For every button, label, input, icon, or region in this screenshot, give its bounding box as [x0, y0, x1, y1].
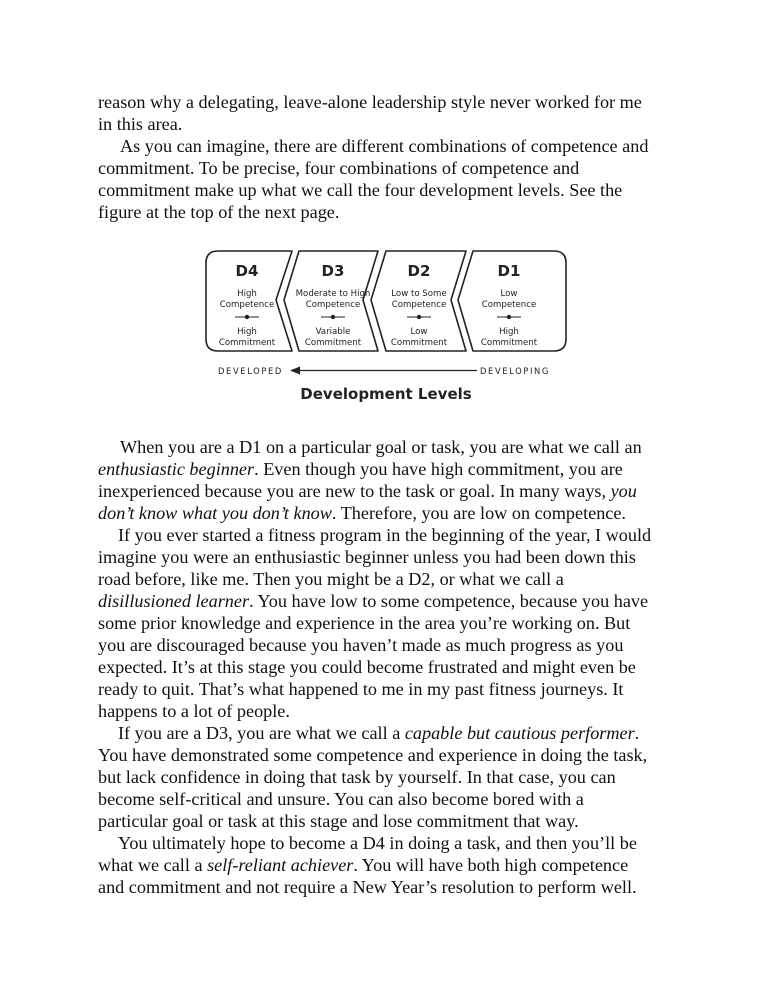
text-line: You have demonstrated some competence and experience in doing the task, — [98, 745, 648, 765]
emphasis: disillusioned learner — [98, 591, 250, 611]
emphasis: enthusiastic beginner — [98, 459, 255, 479]
commitment-label: Variable — [315, 327, 351, 337]
commitment-label: Commitment — [390, 338, 448, 348]
text-line: don’t know what you don’t know. Therefore, you are low on competence. — [98, 503, 626, 523]
text-block-bottom — [98, 436, 678, 898]
figure-caption: Development Levels — [300, 385, 472, 403]
competence-label: Moderate to High — [295, 289, 371, 299]
level-code: D2 — [407, 262, 431, 280]
text-line: reason why a delegating, leave-alone leadership style never worked for me — [98, 92, 642, 112]
divider-dot — [245, 315, 249, 319]
text-line: commitment make up what we call the four development levels. See the — [98, 180, 623, 200]
paragraph-d1 — [98, 436, 678, 524]
emphasis: self-reliant achiever — [207, 855, 354, 875]
text-line: If you ever started a fitness program in the beginning of the year, I would — [118, 525, 652, 545]
competence-label: Low — [500, 289, 518, 299]
divider-dot — [331, 315, 335, 319]
level-d1 — [481, 262, 538, 348]
emphasis: capable but cautious performer — [404, 723, 635, 743]
level-d4 — [219, 262, 276, 348]
axis-label-developed: DEVELOPED — [218, 366, 283, 376]
paragraph-d2 — [98, 524, 678, 722]
commitment-label: Commitment — [304, 338, 362, 348]
text-line: happens to a lot of people. — [98, 701, 290, 721]
development-levels-figure — [200, 248, 572, 408]
text-line: You ultimately hope to become a D4 in doing a task, and then you’ll be — [118, 833, 637, 853]
text-line: what we call a self-reliant achiever. You will have both high competence — [98, 855, 629, 875]
text-line: As you can imagine, there are different combinations of competence and — [120, 136, 649, 156]
commitment-label: High — [499, 327, 519, 337]
text-line: disillusioned learner. You have low to some competence, because you have — [98, 591, 649, 611]
text-line: and commitment and not require a New Year’s resolution to perform well. — [98, 877, 637, 897]
text-block-top — [98, 91, 678, 223]
text-line: commitment. To be precise, four combinations of competence and — [98, 158, 580, 178]
text-line: inexperienced because you are new to the task or goal. In many ways, you — [98, 481, 637, 501]
text-line: When you are a D1 on a particular goal or task, you are what we call an — [120, 437, 642, 457]
axis-label-developing: DEVELOPING — [480, 366, 550, 376]
competence-label: Low to Some — [391, 289, 447, 299]
commitment-label: Commitment — [480, 338, 538, 348]
competence-label: High — [237, 289, 257, 299]
text-line: figure at the top of the next page. — [98, 202, 340, 222]
level-code: D4 — [235, 262, 259, 280]
text-line: road before, like me. Then you might be a D2, or what we call a — [98, 569, 564, 589]
text-line: in this area. — [98, 114, 183, 134]
text-line: imagine you were an enthusiastic beginner unless you had been down this — [98, 547, 636, 567]
divider-dot — [417, 315, 421, 319]
text-line: you are discouraged because you haven’t made as much progress as you — [98, 635, 624, 655]
paragraph-d3 — [98, 722, 678, 832]
level-d3 — [296, 262, 371, 348]
development-levels-diagram — [200, 248, 572, 408]
paragraph-combinations — [98, 135, 678, 223]
divider-dot — [507, 315, 511, 319]
level-code: D1 — [497, 262, 521, 280]
text-line: If you are a D3, you are what we call a capable but cautious performer. — [118, 723, 640, 743]
competence-label: Competence — [305, 300, 361, 310]
competence-label: Competence — [481, 300, 537, 310]
commitment-label: Commitment — [218, 338, 276, 348]
competence-label: Competence — [391, 300, 447, 310]
paragraph-continuation — [98, 91, 678, 135]
paragraph-d4 — [98, 832, 678, 898]
commitment-label: High — [237, 327, 257, 337]
text-line: become self-critical and unsure. You can also become bored with a — [98, 789, 584, 809]
text-line: enthusiastic beginner. Even though you have high commitment, you are — [98, 459, 623, 479]
commitment-label: Low — [410, 327, 428, 337]
text-line: some prior knowledge and experience in the area you’re working on. But — [98, 613, 631, 633]
level-d2 — [391, 262, 448, 348]
axis-arrowhead — [290, 367, 300, 375]
competence-label: Competence — [219, 300, 275, 310]
text-line: ready to quit. That’s what happened to me in my past fitness journeys. It — [98, 679, 624, 699]
emphasis: don’t know what you don’t know — [98, 503, 332, 523]
emphasis: you — [610, 481, 637, 501]
text-line: particular goal or task at this stage and lose commitment that way. — [98, 811, 579, 831]
level-code: D3 — [321, 262, 345, 280]
text-line: expected. It’s at this stage you could become frustrated and might even be — [98, 657, 636, 677]
text-line: but lack confidence in doing that task by yourself. In that case, you can — [98, 767, 616, 787]
